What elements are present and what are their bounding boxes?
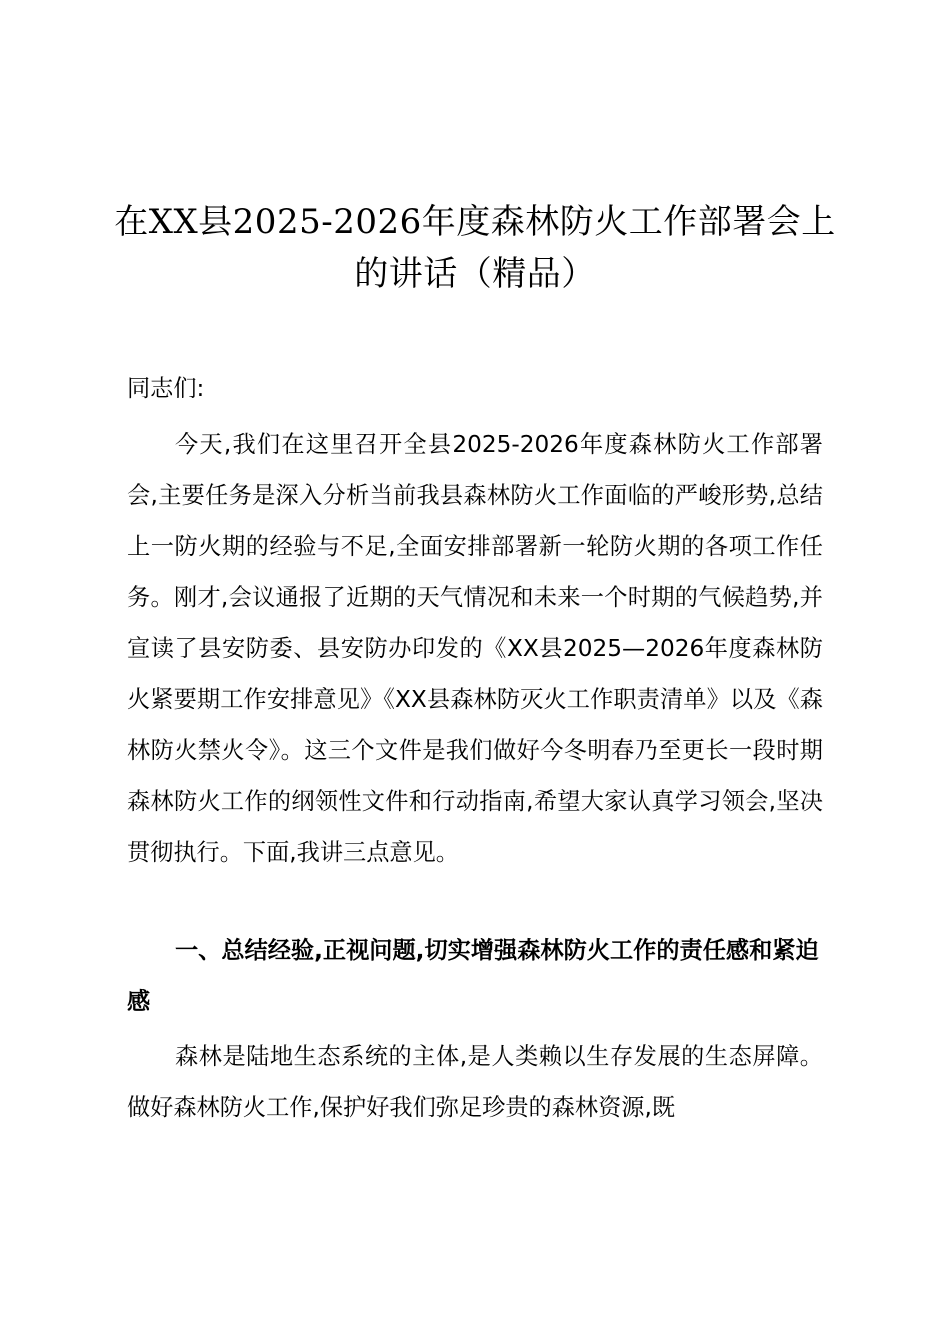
salutation: 同志们:	[127, 375, 205, 402]
intro-paragraph: 今天,我们在这里召开全县2025-2026年度森林防火工作部署会,主要任务是深入分析当前我县森林防火工作面临的严峻形势,总结上一防火期的经验与不足,全面安排部署新一轮防火期的各项工作任务。刚才,会议通报了近期的天气情况和未来一个时期的气候趋势,并宣读了县安防委、县安防办印发的《XX县2025—2026年度森林防火紧要期工作安排意见》《XX县森林防灭火工作职责清单》以及《森林防火禁火令》。这三个文件是我们做好今冬明春乃至更长一段时期森林防火工作的纲领性文件和行动指南,希望大家认真学习领会,坚决贯彻执行。下面,我讲三点意见。	[127, 431, 823, 866]
body-paragraph: 森林是陆地生态系统的主体,是人类赖以生存发展的生态屏障。做好森林防火工作,保护好我们弥足珍贵的森林资源,既	[127, 1043, 823, 1121]
document-title: 在XX县2025-2026年度森林防火工作部署会上的讲话（精品）	[114, 202, 836, 294]
section-heading: 一、总结经验,正视问题,切实增强森林防火工作的责任感和紧迫感	[127, 937, 819, 1015]
